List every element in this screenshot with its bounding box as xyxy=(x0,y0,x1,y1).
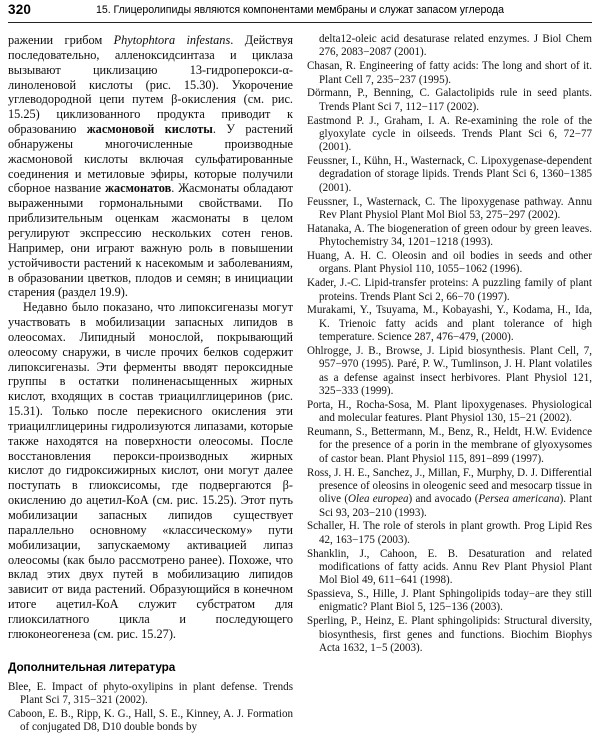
left-column xyxy=(8,33,293,735)
bibliography-entry: Porta, H., Rocha-Sosa, M. Plant lipoxygenases. Physiological and molecular features. Plant Physiol 130, 15−21 (2002). xyxy=(307,398,592,425)
right-column xyxy=(307,33,592,656)
bibliography-entry: Hatanaka, A. The biogeneration of green odour by green leaves. Phytochemistry 34, 1201−1218 (1993). xyxy=(307,222,592,249)
body-paragraph: ражении грибом Phytophtora infestans. Действуя последовательно, алленоксидсинтаза и циклаза вызывают циклизацию 13-гидроперокси-α-линоленовой кислоты (рис. 15.30). Укорочение углеводородной цепи путем β-окисления (см. рис. 15.25) циклизованного продукта приводит к образованию жасмоновой кислоты. У растений обнаружены многочисленные производные жасмоновой кислоты включая сульфатированные соединения и метиловые эфиры, которые получили сборное название жасмонатов. Жасмонаты обладают выраженными гормональными свойствами. По приблизительным оценкам жасмонаты в целом регулируют экспрессию нескольких сотен генов. Например, они играют важную роль в повышении устойчивости растений к насекомым и заболеваниям, в образовании цветков, плодов и семян; в инициации старения (раздел 19.9). xyxy=(8,33,293,300)
bibliography-entry: Huang, A. H. C. Oleosin and oil bodies in seeds and other organs. Plant Physiol 110, 1055−1062 (1996). xyxy=(307,250,592,276)
bibliography-entry: Shanklin, J., Cahoon, E. B. Desaturation and related modifications of fatty acids. Annu Rev Plant Physiol Plant Mol Biol 49, 611−641 (1998). xyxy=(307,547,592,587)
bibliography-entry: Reumann, S., Bettermann, M., Benz, R., Heldt, H.W. Evidence for the presence of a porin in the membrane of glyoxysomes of castor bean. Plant Physiol 115, 891−899 (1997). xyxy=(307,425,592,465)
bibliography-entry: Feussner, I., Wasternack, C. The lipoxygenase pathway. Annu Rev Plant Physiol Plant Mol Biol 53, 275−297 (2002). xyxy=(307,195,592,221)
bibliography-entry: Spassieva, S., Hille, J. Plant Sphingolipids today−are they still enigmatic? Plant Biol 5, 125−136 (2003). xyxy=(307,588,592,614)
page-number: 320 xyxy=(8,2,32,17)
bibliography-entry: Chasan, R. Engineering of fatty acids: The long and short of it. Plant Cell 7, 235−237 (1995). xyxy=(307,60,592,86)
body-paragraph: Недавно было показано, что липоксигеназы могут участвовать в мобилизации запасных липидов в олеосомах. Липидный монослой, покрывающий олеосому снаружи, в числе прочих белков содержит липоксигеназы. Эти ферменты вводят пероксидные группы в остатки полиненасыщенных жирных кислот, входящих в состав триацилглицеринов (рис. 15.31). Только после перекисного окисления эти триацилглицерины гидролизуются липазами, которые также находятся на поверхности олеосомы. После восстановления перокси-производных жирных кислот до гидроксижирных кислот, они могут далее поступать в глиоксисомы, где подвергаются β-окислению до ацетил-КоА (см. рис. 15.25). Этот путь мобилизации запасных липидов существует параллельно основному «классическому» пути мобилизации, запускаемому активацией липаз олеосомы (как было рассмотрено ранее). Похоже, что вклад этих двух путей в мобилизацию липидов зависит от вида растений. Образующийся в конечном итоге ацетил-КоА служит субстратом для глиоксилатного цикла и последующего глюконеогенеза (см. рис. 15.27). xyxy=(8,300,293,641)
bibliography-entry: Murakami, Y., Tsuyama, M., Kobayashi, Y., Kodama, H., Ida, K. Trienoic fatty acids and plant tolerance of high temperature. Science 287, 476−479, (2000). xyxy=(307,304,592,344)
running-head xyxy=(8,2,592,20)
bibliography-entry: Ohlrogge, J. B., Browse, J. Lipid biosynthesis. Plant Cell, 7, 957−970 (1995). Paré, P. W., Tumlinson, J. H. Plant volatiles as a defense against insect herbivores. Plant Physiol 121, 325−333 (1999). xyxy=(307,344,592,397)
bibliography-entry: Ross, J. H. E., Sanchez, J., Millan, F., Murphy, D. J. Differential presence of oleosins in oleogenic seed and mesocarp tissue in olive (Olea europea) and avocado (Persea americana). Plant Sci 93, 203−210 (1993). xyxy=(307,466,593,519)
bibliography-entry: Caboon, E. B., Ripp, K. G., Hall, S. E., Kinney, A. J. Formation of conjugated D8, D10 double bonds by xyxy=(8,707,293,734)
bibliography-list-right xyxy=(307,33,592,655)
bibliography-entry: Schaller, H. The role of sterols in plant growth. Prog Lipid Res 42, 163−175 (2003). xyxy=(307,520,592,546)
bibliography-entry: Eastmond P. J., Graham, I. A. Re-examining the role of the glyoxylate cycle in oilseeds. Trends Plant Sci 6, 72−77 (2001). xyxy=(307,114,592,154)
bibliography-entry: Sperling, P., Heinz, E. Plant sphingolipids: Structural diversity, biosynthesis, first genes and functions. Biochim Biophys Acta 1632, 1−5 (2003). xyxy=(307,615,592,654)
bibliography-entry: Blee, E. Impact of phyto-oxylipins in plant defense. Trends Plant Sci 7, 315−321 (2002). xyxy=(8,680,293,706)
bibliography-entry: Kader, J.-C. Lipid-transfer proteins: A puzzling family of plant proteins. Trends Plant Sci 2, 66−70 (1997). xyxy=(307,277,592,303)
bibliography-list-left xyxy=(8,681,293,735)
bibliography-entry: Dörmann, P., Benning, C. Galactolipids rule in seed plants. Trends Plant Sci 7, 112−117 (2002). xyxy=(307,87,592,113)
further-reading-heading: Дополнительная литература xyxy=(8,659,176,674)
bibliography-entry: Feussner, I., Kühn, H., Wasternack, C. Lipoxygenase-dependent degradation of storage lipids. Trends Plant Sci 6, 1360−1385 (2001). xyxy=(307,155,592,194)
bibliography-entry-continued: delta12-oleic acid desaturase related enzymes. J Biol Chem 276, 2083−2087 (2001). xyxy=(319,33,592,59)
header-rule xyxy=(8,22,592,23)
chapter-running-title: 15. Глицеролипиды являются компонентами мембраны и служат запасом углерода xyxy=(96,4,504,16)
